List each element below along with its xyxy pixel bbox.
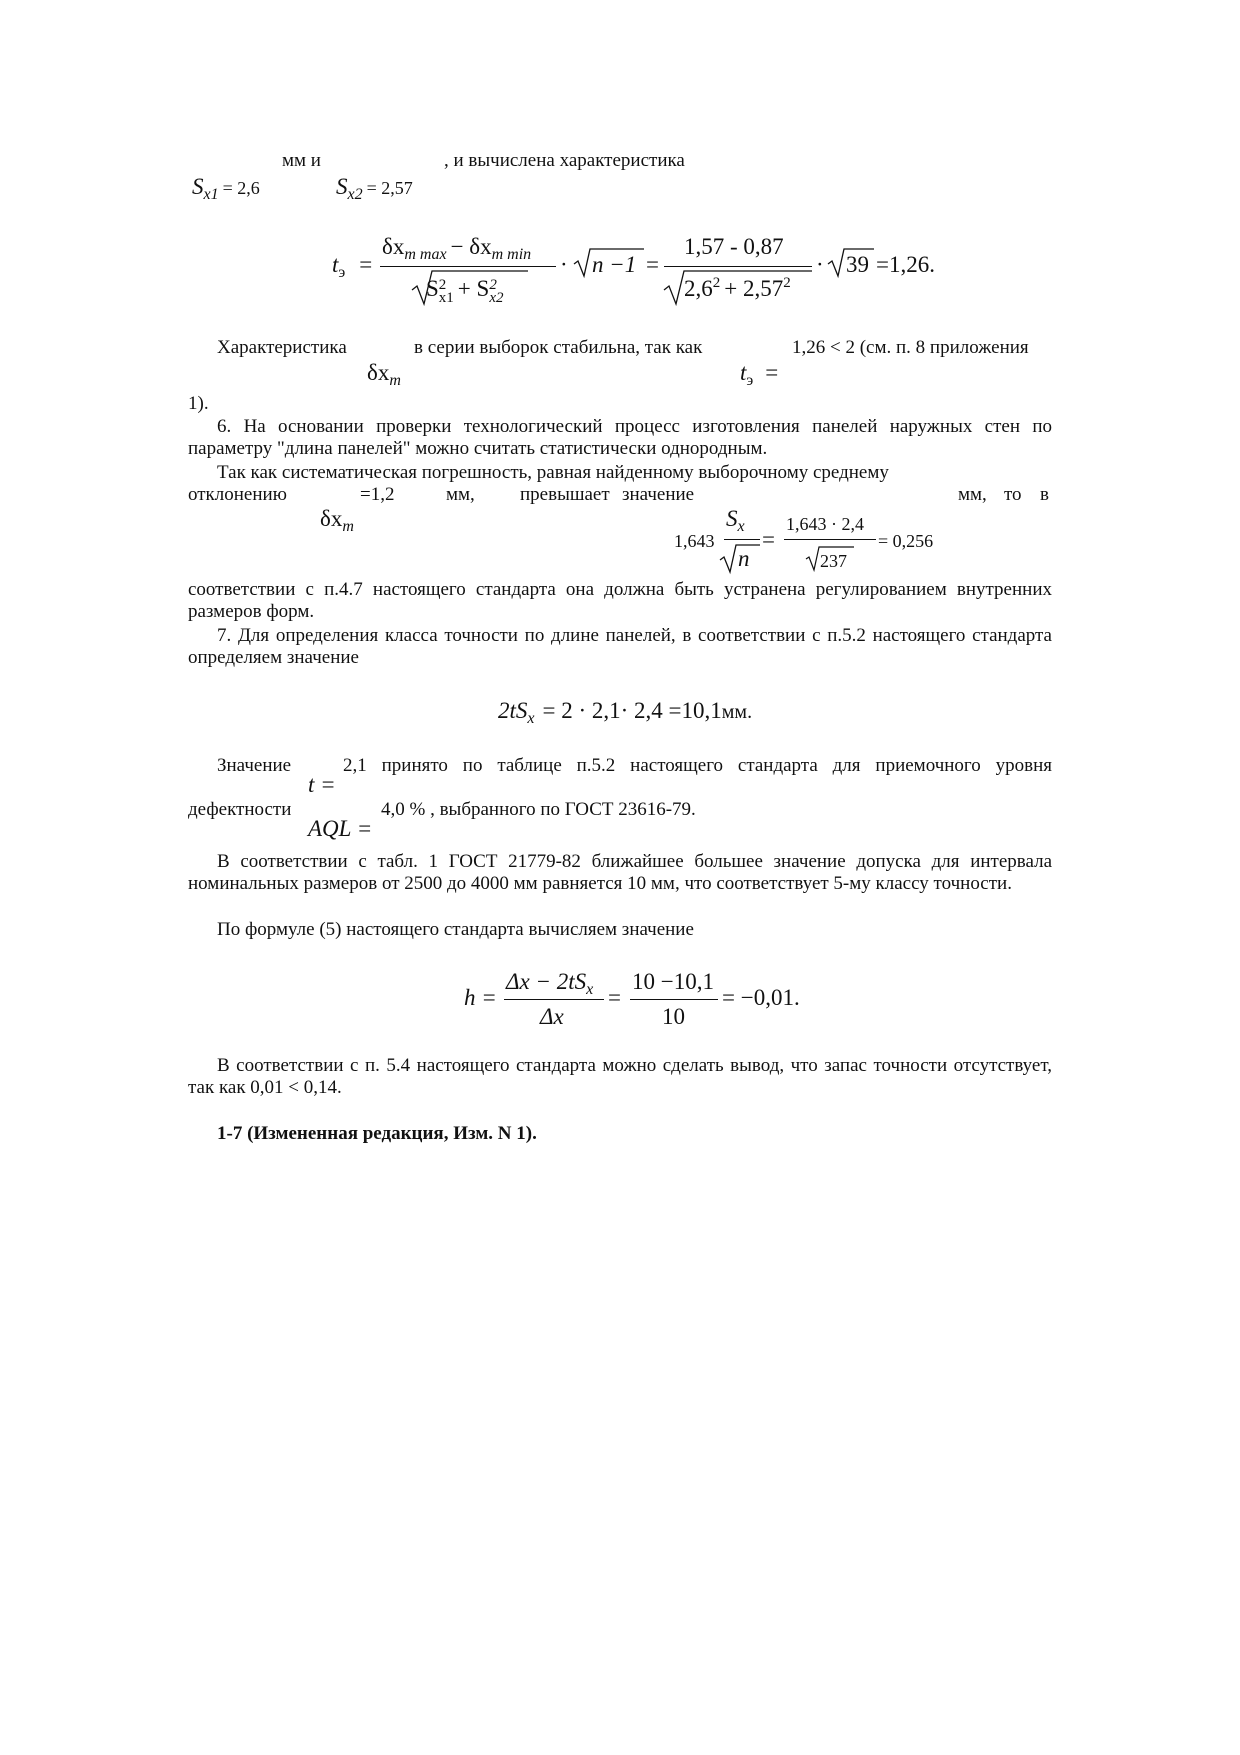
sys-line3: соответствии с п.4.7 настоящего стандарта она должна быть устранена регулированием внутренних размеров форм. (188, 579, 1052, 622)
h-denominator: Δx (540, 1004, 564, 1029)
te-denominator: S 2 x1 + S 2 x2 (426, 276, 504, 307)
sys-w5: мм, (958, 484, 987, 505)
te-fraction-bar (380, 266, 556, 267)
te-sqrt-n: n −1 (592, 252, 637, 277)
sx-den-n: n (738, 546, 750, 571)
sys-w3: превышает (520, 484, 610, 505)
sys-dx: δxm (320, 506, 354, 535)
sx-coef: 1,643 (674, 531, 715, 551)
h-result: = −0,01. (722, 985, 800, 1010)
aql-symbol: AQL = (308, 816, 373, 841)
te-dot1: · (560, 252, 568, 277)
sx-num: Sx (726, 506, 745, 535)
t-text2: 4,0 % , выбранного по ГОСТ 23616-79. (381, 799, 696, 820)
sys-w4: значение (622, 484, 695, 505)
sys-w7: в (1040, 484, 1049, 505)
amendment-note: 1-7 (Измененная редакция, Изм. N 1). (217, 1123, 537, 1144)
sx-bar (724, 539, 760, 540)
sys-w6: то (1004, 484, 1022, 505)
t-text: 2,1 принято по таблице п.5.2 настоящего стандарта для приемочного уровня (343, 755, 1052, 776)
sx-result: = 0,256 (878, 531, 934, 551)
mm-and-text: мм и (282, 150, 321, 171)
formula-2tsx: 2tSx = 2 · 2,1· 2,4 =10,1мм. (498, 698, 753, 727)
paragraph-7: 7. Для определения класса точности по длине панелей, в соответствии с п.5.2 настоящего стандарта определяем значение (188, 625, 1052, 668)
te-eq2: = (646, 252, 659, 277)
sys-eq: =1,2 (360, 484, 395, 505)
te-denominator2: 2,62 + 2,572 (684, 275, 791, 301)
sys-w2: мм, (446, 484, 475, 505)
char-text2: в серии выборок стабильна, так как (414, 337, 703, 358)
paragraph-formula5: По формуле (5) настоящего стандарта вычисляем значение (217, 919, 694, 940)
char-text3: 1,26 < 2 (см. п. 8 приложения (792, 337, 1029, 358)
computed-text: , и вычислена характеристика (444, 150, 685, 171)
paragraph-gost: В соответствии с табл. 1 ГОСТ 21779-82 ближайшее большее значение допуска для интервала номинальных размеров от 2500 до 4000 мм равняется 10 мм, что соответствует 5-му классу точности. (188, 851, 1052, 894)
te-fraction-bar2 (664, 266, 812, 267)
h-numerator: Δx − 2tSx (506, 969, 594, 998)
paragraph-6: 6. На основании проверки технологический процесс изготовления панелей наружных стен по параметру "длина панелей" можно считать статистически однородным. (188, 416, 1052, 459)
t-word1: Значение (217, 755, 292, 776)
char-te: tэ = (740, 360, 779, 389)
h-bar (504, 999, 604, 1000)
t-eq-symbol: t = (308, 772, 336, 797)
char-dx: δxm (367, 360, 401, 389)
te-sqrt39: 39 (846, 252, 869, 277)
te-numerator: δxm max − δxm min (382, 234, 532, 263)
sx-eq: = (762, 527, 775, 552)
sys-line1: Так как систематическая погрешность, равная найденному выборочному среднему (217, 462, 889, 483)
te-dot2: · (816, 252, 824, 277)
sx2-expression: Sx2 = 2,57 (336, 174, 413, 203)
h-bar2 (630, 999, 718, 1000)
sx-num2: 1,643 · 2,4 (786, 514, 864, 534)
h-lhs: h = (464, 985, 497, 1010)
h-eq: = (608, 985, 621, 1010)
te-result: =1,26. (876, 252, 935, 277)
h-denominator2: 10 (662, 1004, 685, 1029)
sx-den2: 237 (820, 551, 847, 571)
sys-w1: отклонению (188, 484, 287, 505)
te-numerator2: 1,57 - 0,87 (684, 234, 784, 259)
char-word1: Характеристика (217, 337, 347, 358)
sx1-expression: Sx1 = 2,6 (192, 174, 260, 203)
te-lhs: tэ = (332, 252, 373, 281)
sx-bar2 (784, 539, 876, 540)
char-text4: 1). (188, 393, 209, 414)
paragraph-conclusion: В соответствии с п. 5.4 настоящего стандарта можно сделать вывод, что запас точности отсутствует, так как 0,01 < 0,14. (188, 1055, 1052, 1098)
t-word2: дефектности (188, 799, 292, 820)
h-numerator2: 10 −10,1 (632, 969, 714, 994)
